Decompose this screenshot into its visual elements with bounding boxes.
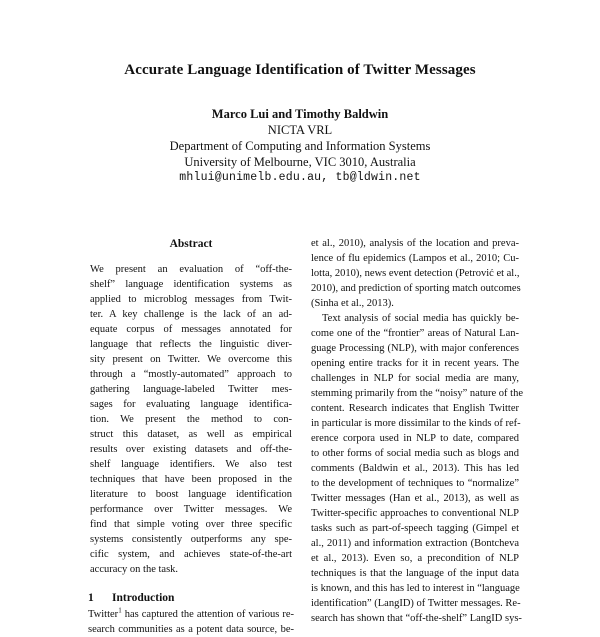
text-line: 2010), and prediction of sporting match outcomes xyxy=(311,283,521,294)
text-line: performance over Twitter messages. We xyxy=(90,504,292,515)
left-column xyxy=(88,236,294,637)
body-paragraph xyxy=(311,311,523,626)
text-line: is known, and this has led to interest in “language xyxy=(311,583,520,594)
abstract-heading: Abstract xyxy=(169,238,213,250)
text-line: stemming primarily from the “noisy” nature of the xyxy=(311,388,523,399)
text-line: shelf” language identification systems as xyxy=(90,279,292,290)
text-line: tasks such as part-of-speech tagging (Gimpel et xyxy=(311,523,519,534)
text-line: sity present on Twitter. We overcome this xyxy=(90,354,292,365)
text-line: ter. A key challenge is the lack of an ad- xyxy=(90,309,292,320)
text-line xyxy=(88,607,294,622)
text-line: results over existing datasets and off-the- xyxy=(90,444,292,455)
text-line: come one of the “frontier” areas of Natural Lan- xyxy=(311,328,519,339)
text-line: gathering language-labeled Twitter mes- xyxy=(90,384,292,395)
text-line: language that reflects the linguistic diver- xyxy=(90,339,292,350)
text-line: equate corpus of messages annotated for xyxy=(90,324,292,335)
text-line: through a “mostly-automated” approach to xyxy=(90,369,292,380)
author-department: Department of Computing and Information Systems xyxy=(169,139,431,153)
text-line: comments (Baldwin et al., 2013). This has led xyxy=(311,463,519,474)
text-line: applied to microblog messages from Twit- xyxy=(90,294,292,305)
text-line: literature to boost language identification xyxy=(90,489,292,500)
author-university: University of Melbourne, VIC 3010, Australia xyxy=(184,155,416,169)
abstract-body xyxy=(88,262,294,577)
text-line: search has shown that “off-the-shelf” LangID sys- xyxy=(311,613,522,624)
section-title: Introduction xyxy=(112,592,175,604)
author-emails: mhlui@unimelb.edu.au, tb@ldwin.net xyxy=(179,171,421,184)
text-line: find that simple voting over three specific xyxy=(90,519,292,530)
intro-paragraph xyxy=(88,607,294,637)
text-line: lotta, 2010), news event detection (Petrović et al., xyxy=(311,268,520,279)
text-fragment: Twitter xyxy=(88,609,119,620)
text-line: to other forms of social media such as blogs and xyxy=(311,448,519,459)
text-line: (Sinha et al., 2013). xyxy=(311,298,394,309)
text-line: to the development of techniques to “normalize” xyxy=(311,478,519,489)
text-line: guage Processing (NLP), with major conferences xyxy=(311,343,519,354)
text-line: search communities as a potent data source, be- xyxy=(88,624,294,635)
text-line: Text analysis of social media has quickly be- xyxy=(322,313,519,324)
section-number: 1 xyxy=(88,592,94,604)
text-line: cific system, and achieves state-of-the-art xyxy=(90,549,292,560)
section-heading-introduction xyxy=(88,589,294,607)
text-line: systems consistently outperforms any spe- xyxy=(90,534,292,545)
author-organization: NICTA VRL xyxy=(267,123,333,137)
text-line: We present an evaluation of “off-the- xyxy=(90,264,292,275)
footnote-marker: 1 xyxy=(118,606,122,615)
text-line: Twitter-specific approaches to conventional NLP xyxy=(311,508,519,519)
text-line: identification” (LangID) of Twitter messages. Re- xyxy=(311,598,521,609)
text-line: opening entire tracks for it in recent years. The xyxy=(311,358,519,369)
text-line: Twitter messages (Han et al., 2013), as well as xyxy=(311,493,519,504)
text-line: techniques that have been proposed in the xyxy=(90,474,292,485)
text-line: techniques is that the language of the input data xyxy=(311,568,519,579)
text-line: in particular is more dissimilar to the kinds of ref- xyxy=(311,418,521,429)
text-line: et al., 2013). Even so, a precondition of NLP xyxy=(311,553,519,564)
right-column xyxy=(311,236,523,626)
text-line: challenges in NLP for social media are many, xyxy=(311,373,519,384)
text-line: al., 2011) and information extraction (Bontcheva xyxy=(311,538,519,549)
text-line: struct this dataset, as well as empirical xyxy=(90,429,292,440)
text-fragment: has captured the attention of various re- xyxy=(121,609,294,620)
text-line: tion. We present the method to con- xyxy=(90,414,292,425)
text-line: lence of flu epidemics (Lampos et al., 2010; Cu- xyxy=(311,253,519,264)
text-line: et al., 2010), analysis of the location and preva- xyxy=(311,238,519,249)
text-line: erence corpora used in NLP to date, compared xyxy=(311,433,519,444)
text-line: sages for evaluating language identifica- xyxy=(90,399,292,410)
text-line: shelf language identifiers. We also test xyxy=(90,459,292,470)
author-names: Marco Lui and Timothy Baldwin xyxy=(211,107,389,121)
text-line: content. Research indicates that English Twitter xyxy=(311,403,519,414)
body-paragraph xyxy=(311,236,519,311)
paper-title: Accurate Language Identification of Twitter Messages xyxy=(124,62,476,78)
author-block xyxy=(0,106,600,186)
text-line: accuracy on the task. xyxy=(90,564,179,575)
